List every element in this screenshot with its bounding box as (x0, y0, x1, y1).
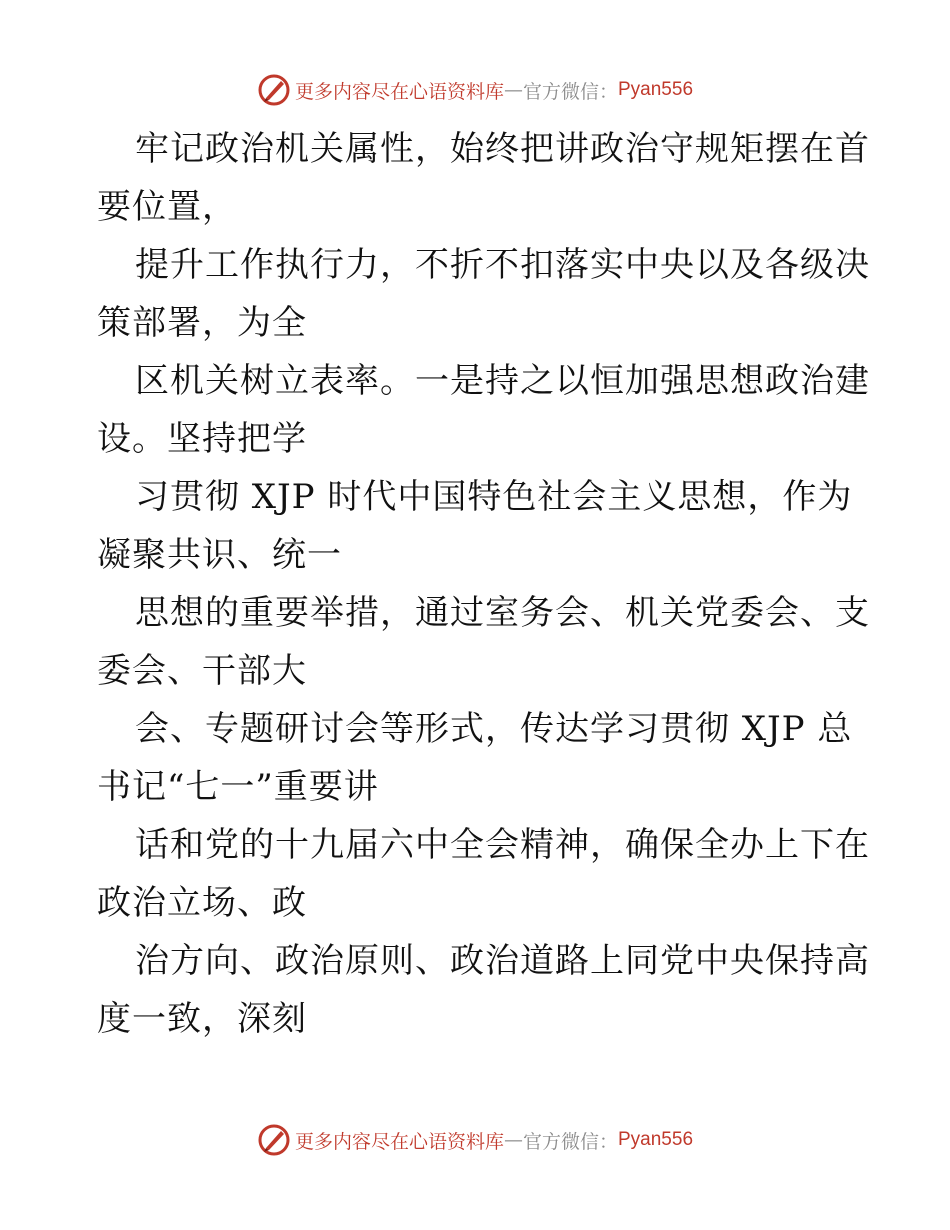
text-line: 设。坚持把学 (97, 419, 307, 459)
text-line: 书记“七一”重要讲 (97, 767, 379, 807)
header-site-name: 更多内容尽在心语资料库 (294, 80, 504, 103)
text-line: 度一致，深刻 (97, 999, 307, 1039)
text-line: 治方向、政治原则、政治道路上同党中央保持高 (135, 941, 870, 981)
text-line: 话和党的十九届六中全会精神，确保全办上下在 (135, 825, 870, 865)
header-wechat-id: Pyan556 (618, 79, 694, 100)
text-line: 牢记政治机关属性，始终把讲政治守规矩摆在首 (135, 129, 870, 169)
quill-pen-logo-icon (257, 73, 291, 107)
text-line: 委会、干部大 (97, 651, 307, 691)
footer-banner (0, 1120, 950, 1160)
text-line: 思想的重要举措，通过室务会、机关党委会、支 (135, 593, 870, 633)
text-line: 凝聚共识、统一 (97, 535, 342, 575)
footer-site-name: 更多内容尽在心语资料库 (294, 1130, 504, 1153)
text-line: 提升工作执行力，不折不扣落实中央以及各级决 (135, 245, 870, 285)
text-line: 政治立场、政 (97, 883, 307, 923)
text-line: 策部署，为全 (97, 303, 307, 343)
body-text (97, 120, 870, 1048)
text-line: 习贯彻 XJP 时代中国特色社会主义思想，作为 (135, 477, 853, 517)
footer-separator: — (503, 1129, 523, 1151)
text-line: 会、专题研讨会等形式，传达学习贯彻 XJP 总 (135, 709, 853, 749)
text-line: 区机关树立表率。一是持之以恒加强思想政治建 (135, 361, 870, 401)
header-separator: — (503, 79, 523, 101)
quill-pen-logo-icon (257, 1123, 291, 1157)
footer-wechat-id: Pyan556 (618, 1129, 694, 1150)
text-line: 要位置， (97, 187, 237, 227)
header-banner (0, 70, 950, 110)
header-wechat-label: 官方微信： (522, 80, 618, 103)
footer-wechat-label: 官方微信： (522, 1130, 618, 1153)
